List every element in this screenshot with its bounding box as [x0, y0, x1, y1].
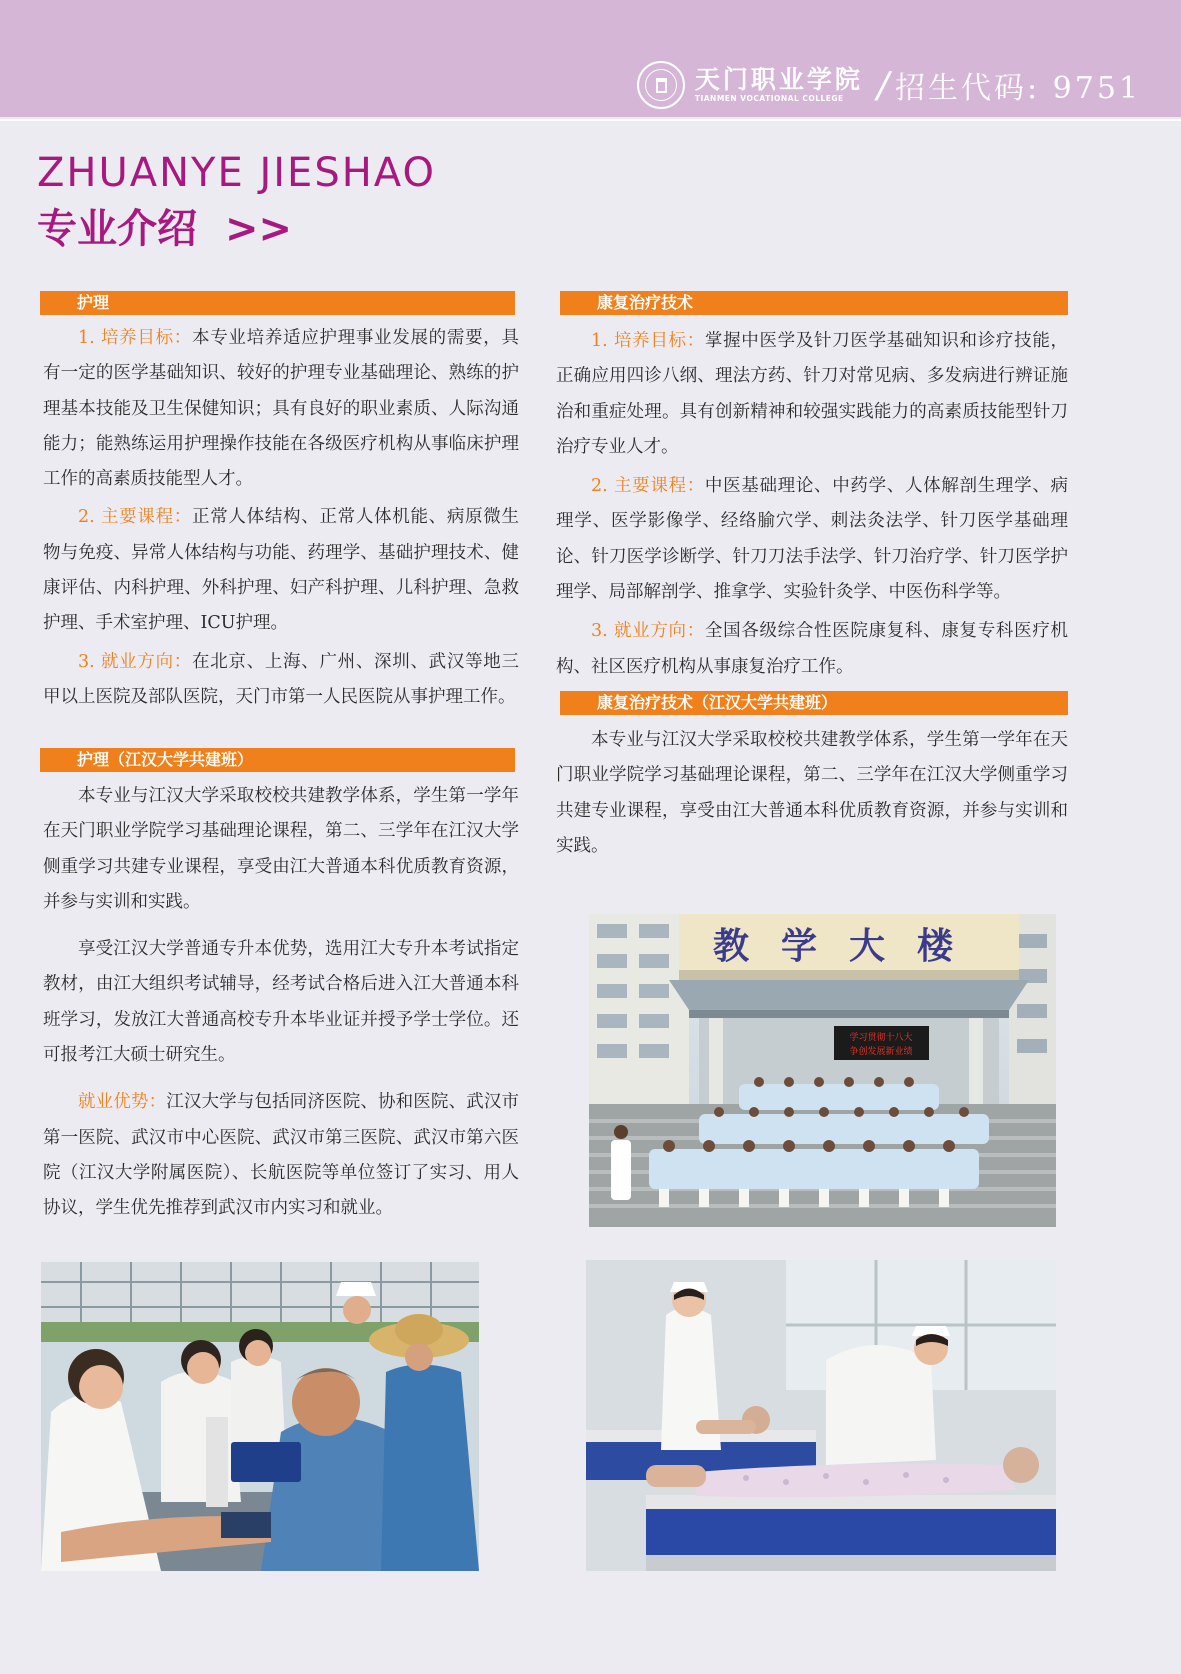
nursing-courses: [43, 500, 519, 641]
rehab-goal-text: 掌握中医学及针刀医学基础知识和诊疗技能，正确应用四诊八纲、理法方药、针刀对常见病、多发病进行辨证施治和重症处理。具有创新精神和较强实践能力的高素质技能型针刀治疗专业人才。: [556, 331, 1069, 457]
rehab-jianghan-p1: 本专业与江汉大学采取校校共建教学体系，学生第一学年在天门职业学院学习基础理论课程，第二、三学年在江汉大学侧重学习共建专业课程，享受由江大普通本科优质教育资源，并参与实训和实践。: [556, 730, 1068, 856]
school-seal-icon: [637, 61, 685, 109]
banner-line-1: 学习贯彻十八大: [849, 1033, 913, 1043]
school-name: [695, 66, 863, 104]
nursing-goal-label: 1. 培养目标：: [78, 328, 192, 348]
nursing-career: [43, 645, 519, 716]
rehab-career: [556, 614, 1068, 685]
section-bar-rehab-jianghan: 康复治疗技术（江汉大学共建班）: [560, 691, 1068, 715]
nursing-jianghan-p3: [43, 1085, 519, 1226]
school-name-en: TIANMEN VOCATIONAL COLLEGE: [694, 94, 844, 103]
building-sign-text: 教学大楼: [712, 925, 986, 967]
nursing-jianghan-text: [43, 779, 519, 1227]
title-arrow: >>: [225, 206, 293, 252]
rehab-goal: [556, 324, 1068, 465]
nursing-jianghan-p1: 本专业与江汉大学采取校校共建教学体系，学生第一学年在天门职业学院学习基础理论课程，第二、三学年在江汉大学侧重学习共建专业课程，享受由江大普通本科优质教育资源，并参与实训和实践。: [43, 786, 519, 912]
enrollment-code: 招生代码: 9751: [895, 71, 1141, 106]
section-bar-rehab: 康复治疗技术: [560, 291, 1068, 315]
photo-nursing-lab: [586, 1260, 1056, 1571]
rehab-courses-text: 中医基础理论、中药学、人体解剖生理学、病理学、医学影像学、经络腧穴学、刺法灸法学、针刀医学基础理论、针刀医学诊断学、针刀刀法手法学、针刀治疗学、针刀医学护理学、局部解剖学、推拿学、实验针灸学、中医伤科学等。: [556, 476, 1069, 603]
header-divider: [0, 119, 1181, 121]
section-bar-nursing: 护理: [40, 291, 515, 315]
header-band: [0, 0, 1181, 117]
photo-nursing-lab-svg: [586, 1260, 1056, 1571]
header-separator: /: [876, 64, 889, 106]
nursing-courses-text: 正常人体结构、正常人体机能、病原微生物与免疫、异常人体结构与功能、药理学、基础护理技术、健康评估、内科护理、外科护理、妇产科护理、儿科护理、急救护理、手术室护理、ICU护理。: [43, 507, 519, 634]
nursing-courses-label: 2. 主要课程：: [78, 507, 192, 528]
nursing-jianghan-p3-label: 就业优势：: [78, 1092, 167, 1113]
rehab-career-label: 3. 就业方向：: [591, 621, 705, 642]
photo-blood-pressure: [41, 1262, 479, 1571]
nursing-jianghan-p2: 享受江汉大学普通专升本优势，选用江大专升本考试指定教材，由江大组织考试辅导，经考试合格后进入江大普通本科班学习，发放江大普通高校专升本毕业证并授予学士学位。还可报考江大硕士研究生。: [43, 939, 519, 1066]
title-chinese-text: 专业介绍: [37, 206, 197, 252]
photo-teaching-building: [589, 914, 1056, 1227]
title-pinyin: ZHUANYE JIESHAO: [37, 150, 436, 196]
nursing-career-label: 3. 就业方向：: [78, 651, 192, 672]
nursing-text: [43, 321, 519, 715]
school-name-cn: 天门职业学院: [694, 65, 863, 94]
photo-blood-pressure-svg: [41, 1262, 479, 1571]
nursing-goal: [43, 321, 519, 497]
nursing-goal-text: 本专业培养适应护理事业发展的需要，具有一定的医学基础知识、较好的护理专业基础理论、熟练的护理基本技能及卫生保健知识；具有良好的职业素质、人际沟通能力；能熟练运用护理操作技能在各级医疗机构从事临床护理工作的高素质技能型人才。: [43, 328, 519, 490]
nursing-career-text: 在北京、上海、广州、深圳、武汉等地三甲以上医院及部队医院，天门市第一人民医院从事护理工作。: [43, 651, 519, 707]
rehab-text: [556, 324, 1068, 685]
photo-teaching-building-svg: [589, 914, 1056, 1227]
rehab-jianghan-text: [556, 723, 1068, 864]
rehab-goal-label: 1. 培养目标：: [591, 331, 705, 351]
rehab-courses: [556, 469, 1068, 610]
banner-line-2: 争创发展新业绩: [849, 1047, 913, 1057]
title-chinese: [37, 205, 292, 253]
section-bar-nursing-jianghan: 护理（江汉大学共建班）: [40, 748, 515, 772]
rehab-courses-label: 2. 主要课程：: [591, 476, 705, 497]
nursing-jianghan-p3-text: 江汉大学与包括同济医院、协和医院、武汉市第一医院、武汉市中心医院、武汉市第三医院、武汉市第六医院（江汉大学附属医院）、长航医院等单位签订了实习、用人协议，学生优先推荐到武汉市内实习和就业。: [43, 1092, 520, 1219]
rehab-career-text: 全国各级综合性医院康复科、康复专科医疗机构、社区医疗机构从事康复治疗工作。: [556, 621, 1069, 677]
header-logo-group: [637, 55, 1141, 115]
